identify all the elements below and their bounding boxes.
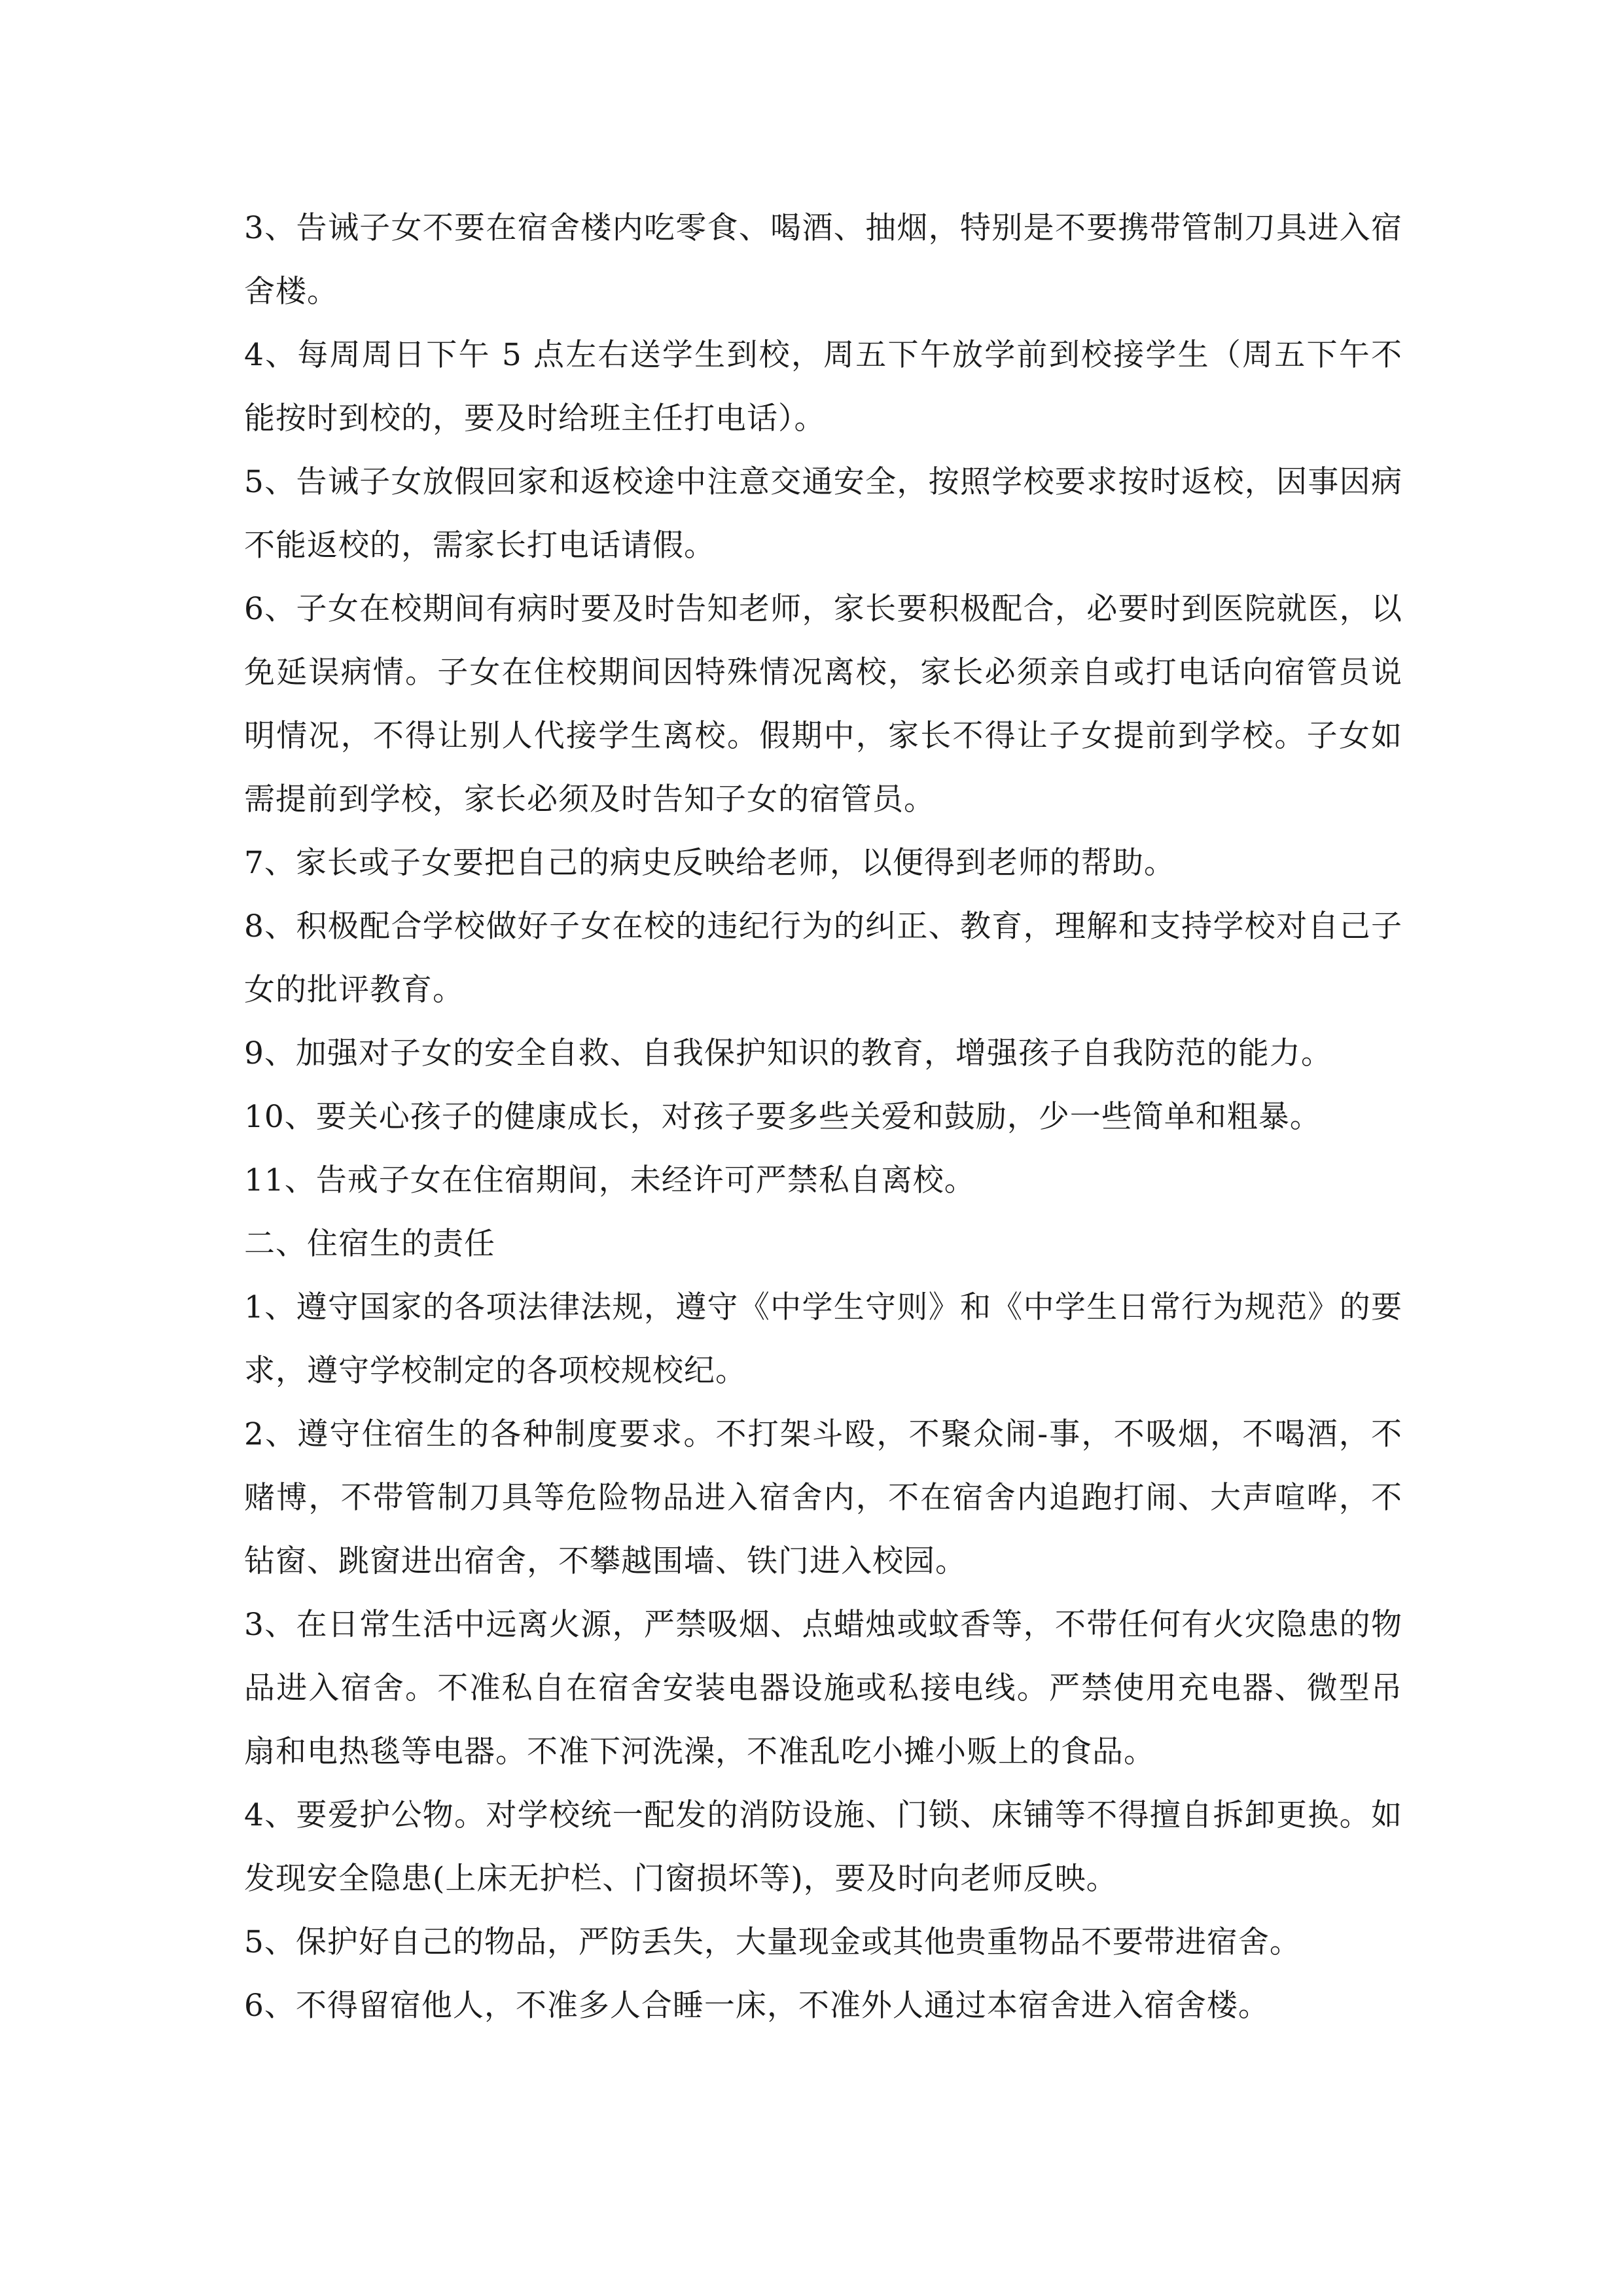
paragraph-11: 11、告戒子女在住宿期间，未经许可严禁私自离校。 [244, 1162, 976, 1198]
section-paragraph-4: 4、要爱护公物。对学校统一配发的消防设施、门锁、床铺等不得擅自拆卸更换。如发现安全隐患(上床无护栏、门窗损坏等)，要及时向老师反映。 [244, 1797, 1402, 1897]
section-paragraph-6: 6、不得留宿他人，不准多人合睡一床，不准外人通过本宿舍进入宿舍楼。 [244, 1988, 1270, 2024]
section-paragraph-1: 1、遵守国家的各项法律法规，遵守《中学生守则》和《中学生日常行为规范》的要求，遵守学校制定的各项校规校纪。 [244, 1289, 1402, 1389]
section-heading: 二、住宿生的责任 [244, 1226, 495, 1262]
paragraph-4: 4、每周周日下午 5 点左右送学生到校，周五下午放学前到校接学生（周五下午不能按时到校的，要及时给班主任打电话）。 [244, 337, 1402, 437]
paragraph-6: 6、子女在校期间有病时要及时告知老师，家长要积极配合，必要时到医院就医，以免延误病情。子女在住校期间因特殊情况离校，家长必须亲自或打电话向宿管员说明情况，不得让别人代接学生离校。假期中，家长不得让子女提前到学校。子女如需提前到学校，家长必须及时告知子女的宿管员。 [244, 591, 1402, 817]
paragraph-8: 8、积极配合学校做好子女在校的违纪行为的纠正、教育，理解和支持学校对自己子女的批评教育。 [244, 908, 1402, 1008]
document-body [244, 196, 1402, 2037]
section-paragraph-3: 3、在日常生活中远离火源，严禁吸烟、点蜡烛或蚊香等，不带任何有火灾隐患的物品进入宿舍。不准私自在宿舍安装电器设施或私接电线。严禁使用充电器、微型吊扇和电热毯等电器。不准下河洗澡，不准乱吃小摊小贩上的食品。 [244, 1607, 1402, 1770]
paragraph-7: 7、家长或子女要把自己的病史反映给老师，以便得到老师的帮助。 [244, 845, 1175, 881]
paragraph-3: 3、告诫子女不要在宿舍楼内吃零食、喝酒、抽烟，特别是不要携带管制刀具进入宿舍楼。 [244, 210, 1402, 310]
section-paragraph-5: 5、保护好自己的物品，严防丢失，大量现金或其他贵重物品不要带进宿舍。 [244, 1924, 1301, 1960]
paragraph-5: 5、告诫子女放假回家和返校途中注意交通安全，按照学校要求按时返校，因事因病不能返校的，需家长打电话请假。 [244, 464, 1402, 564]
paragraph-9: 9、加强对子女的安全自救、自我保护知识的教育，增强孩子自我防范的能力。 [244, 1035, 1332, 1071]
section-paragraph-2: 2、遵守住宿生的各种制度要求。不打架斗殴，不聚众闹-事，不吸烟，不喝酒，不赌博，不带管制刀具等危险物品进入宿舍内，不在宿舍内追跑打闹、大声喧哗，不钻窗、跳窗进出宿舍，不攀越围墙、铁门进入校园。 [244, 1416, 1402, 1579]
paragraph-10: 10、要关心孩子的健康成长，对孩子要多些关爱和鼓励，少一些简单和粗暴。 [244, 1099, 1321, 1135]
